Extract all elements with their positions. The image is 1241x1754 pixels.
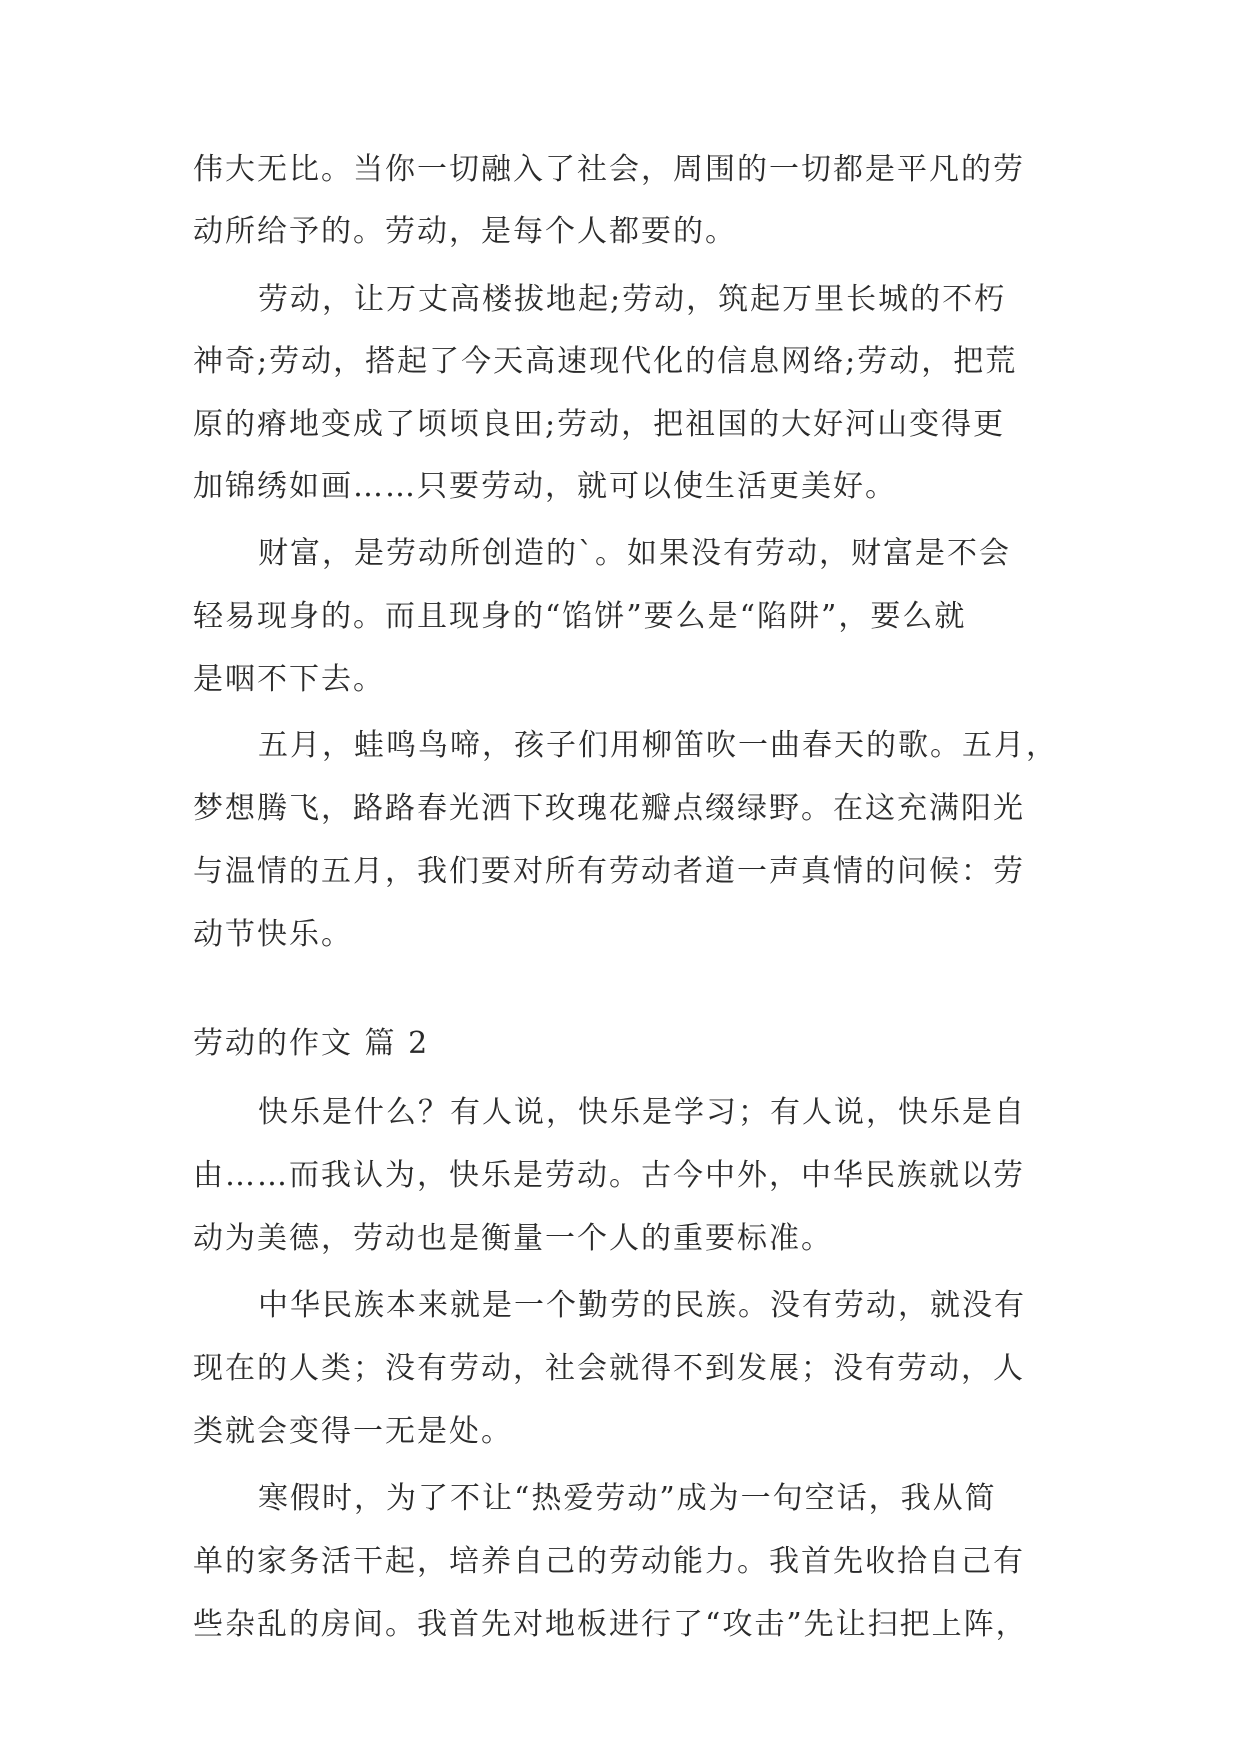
text-line: 劳动，让万丈高楼拔地起;劳动，筑起万里长城的不朽: [258, 282, 1007, 317]
text-line: 由……而我认为，快乐是劳动。古今中外，中华民族就以劳: [193, 1158, 1025, 1193]
text-line: 伟大无比。当你一切融入了社会，周围的一切都是平凡的劳: [193, 152, 1025, 187]
section-heading: 劳动的作文 篇 2: [193, 1026, 430, 1061]
text-line: 神奇;劳动，搭起了今天高速现代化的信息网络;劳动，把荒: [193, 344, 1018, 379]
text-line: 动节快乐。: [193, 917, 353, 952]
text-line: 五月，蛙鸣鸟啼，孩子们用柳笛吹一曲春天的歌。五月，: [258, 728, 1058, 763]
text-line: 些杂乱的房间。我首先对地板进行了“攻击”先让扫把上阵，: [193, 1607, 1028, 1642]
text-line: 加锦绣如画……只要劳动，就可以使生活更美好。: [193, 469, 897, 504]
text-line: 寒假时，为了不让“热爱劳动”成为一句空话，我从简: [258, 1481, 997, 1516]
text-line: 财富，是劳动所创造的`。如果没有劳动，财富是不会: [258, 536, 1011, 571]
text-line: 快乐是什么？有人说，快乐是学习；有人说，快乐是自: [258, 1095, 1026, 1130]
text-line: 动为美德，劳动也是衡量一个人的重要标准。: [193, 1221, 833, 1256]
text-line: 轻易现身的。而且现身的“馅饼”要么是“陷阱”，要么就: [193, 599, 967, 634]
text-line: 单的家务活干起，培养自己的劳动能力。我首先收拾自己有: [193, 1544, 1025, 1579]
text-line: 现在的人类；没有劳动，社会就得不到发展；没有劳动，人: [193, 1351, 1025, 1386]
text-line: 是咽不下去。: [193, 662, 385, 697]
text-line: 类就会变得一无是处。: [193, 1414, 513, 1449]
text-line: 中华民族本来就是一个勤劳的民族。没有劳动，就没有: [258, 1288, 1026, 1323]
text-line: 动所给予的。劳动，是每个人都要的。: [193, 214, 737, 249]
text-line: 与温情的五月，我们要对所有劳动者道一声真情的问候：劳: [193, 854, 1025, 889]
text-line: 梦想腾飞，路路春光洒下玫瑰花瓣点缀绿野。在这充满阳光: [193, 791, 1025, 826]
text-line: 原的瘠地变成了顷顷良田;劳动，把祖国的大好河山变得更: [193, 407, 1006, 442]
